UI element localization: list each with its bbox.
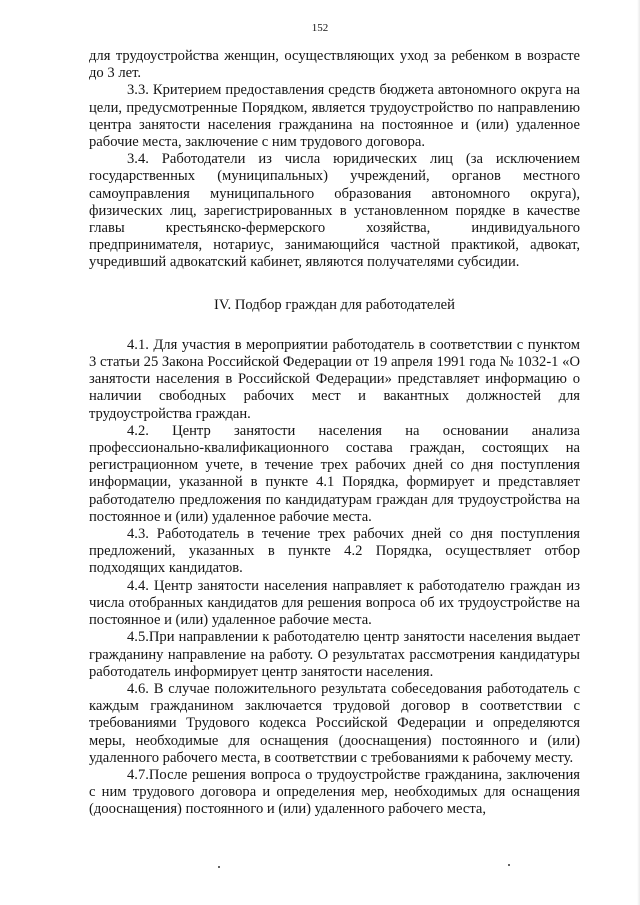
- paragraph-4-2: 4.2. Центр занятости населения на основании анализа профессионально-квалификационного состава граждан, состоящих на регистрационном учете, в течение трех рабочих дней со дня поступления информации, указанной в пункте 4.1 Порядка, формирует и представляет работодателю предложения по кандидатурам граждан для трудоустройства на постоянное и (или) удаленное рабочие места.: [89, 422, 580, 525]
- paragraph-3-4: 3.4. Работодатели из числа юридических лиц (за исключением государственных (муниципальных) учреждений, органов местного самоуправления муниципального образования автономного округа), физических лиц, зарегистрированных в установленном порядке в качестве главы крестьянско-фермерского хозяйства, индивидуального предпринимателя, нотариус, занимающийся частной практикой, адвокат, учредивший адвокатский кабинет, являются получателями субсидии.: [89, 151, 580, 271]
- paragraph-3-3: 3.3. Критерием предоставления средств бюджета автономного округа на цели, предусмотренные Порядком, является трудоустройство по направлению центра занятости населения гражданина на постоянное и (или) удаленное рабочие места, заключение с ним трудового договора.: [89, 82, 580, 151]
- section-heading: IV. Подбор граждан для работодателей: [214, 296, 455, 313]
- paragraph-4-7: 4.7.После решения вопроса о трудоустройстве гражданина, заключения с ним трудового договора и определения мер, необходимых для оснащения (дооснащения) постоянного и (или) удаленного рабочего места,: [89, 766, 580, 818]
- paragraph-continuation: для трудоустройства женщин, осуществляющих уход за ребенком в возрасте до 3 лет.: [89, 48, 580, 82]
- paragraph-4-3: 4.3. Работодатель в течение трех рабочих дней со дня поступления предложений, указанных в пункте 4.2 Порядка, осуществляет отбор подходящих кандидатов.: [89, 526, 580, 577]
- page-number: 152: [311, 22, 329, 34]
- paragraph-4-5: 4.5.При направлении к работодателю центр занятости населения выдает гражданину направление на работу. О результатах рассмотрения кандидатуры работодатель информирует центр занятости населения.: [89, 629, 580, 680]
- paragraph-4-4: 4.4. Центр занятости населения направляет к работодателю граждан из числа отобранных кандидатов для решения вопроса об их трудоустройстве на постоянное и (или) удаленное рабочие места.: [89, 577, 580, 629]
- scan-speck: [218, 866, 220, 868]
- paragraph-4-6: 4.6. В случае положительного результата собеседования работодатель с каждым гражданином заключается трудовой договор в соответствии с требованиями Трудового кодекса Российской Федерации и определяются меры, необходимые для оснащения (дооснащения) постоянного и (или) удаленного рабочего места, в соответствии с требованиями к рабочему месту.: [89, 680, 580, 766]
- paragraph-4-1: 4.1. Для участия в мероприятии работодатель в соответствии с пунктом 3 статьи 25 Закона Российской Федерации от 19 апреля 1991 года № 1032-1 «О занятости населения в Российской Федерации» представляет информацию о наличии свободных рабочих мест и вакантных должностей для трудоустройства граждан.: [89, 336, 580, 422]
- document-body: [89, 48, 580, 819]
- scan-speck: [508, 864, 510, 866]
